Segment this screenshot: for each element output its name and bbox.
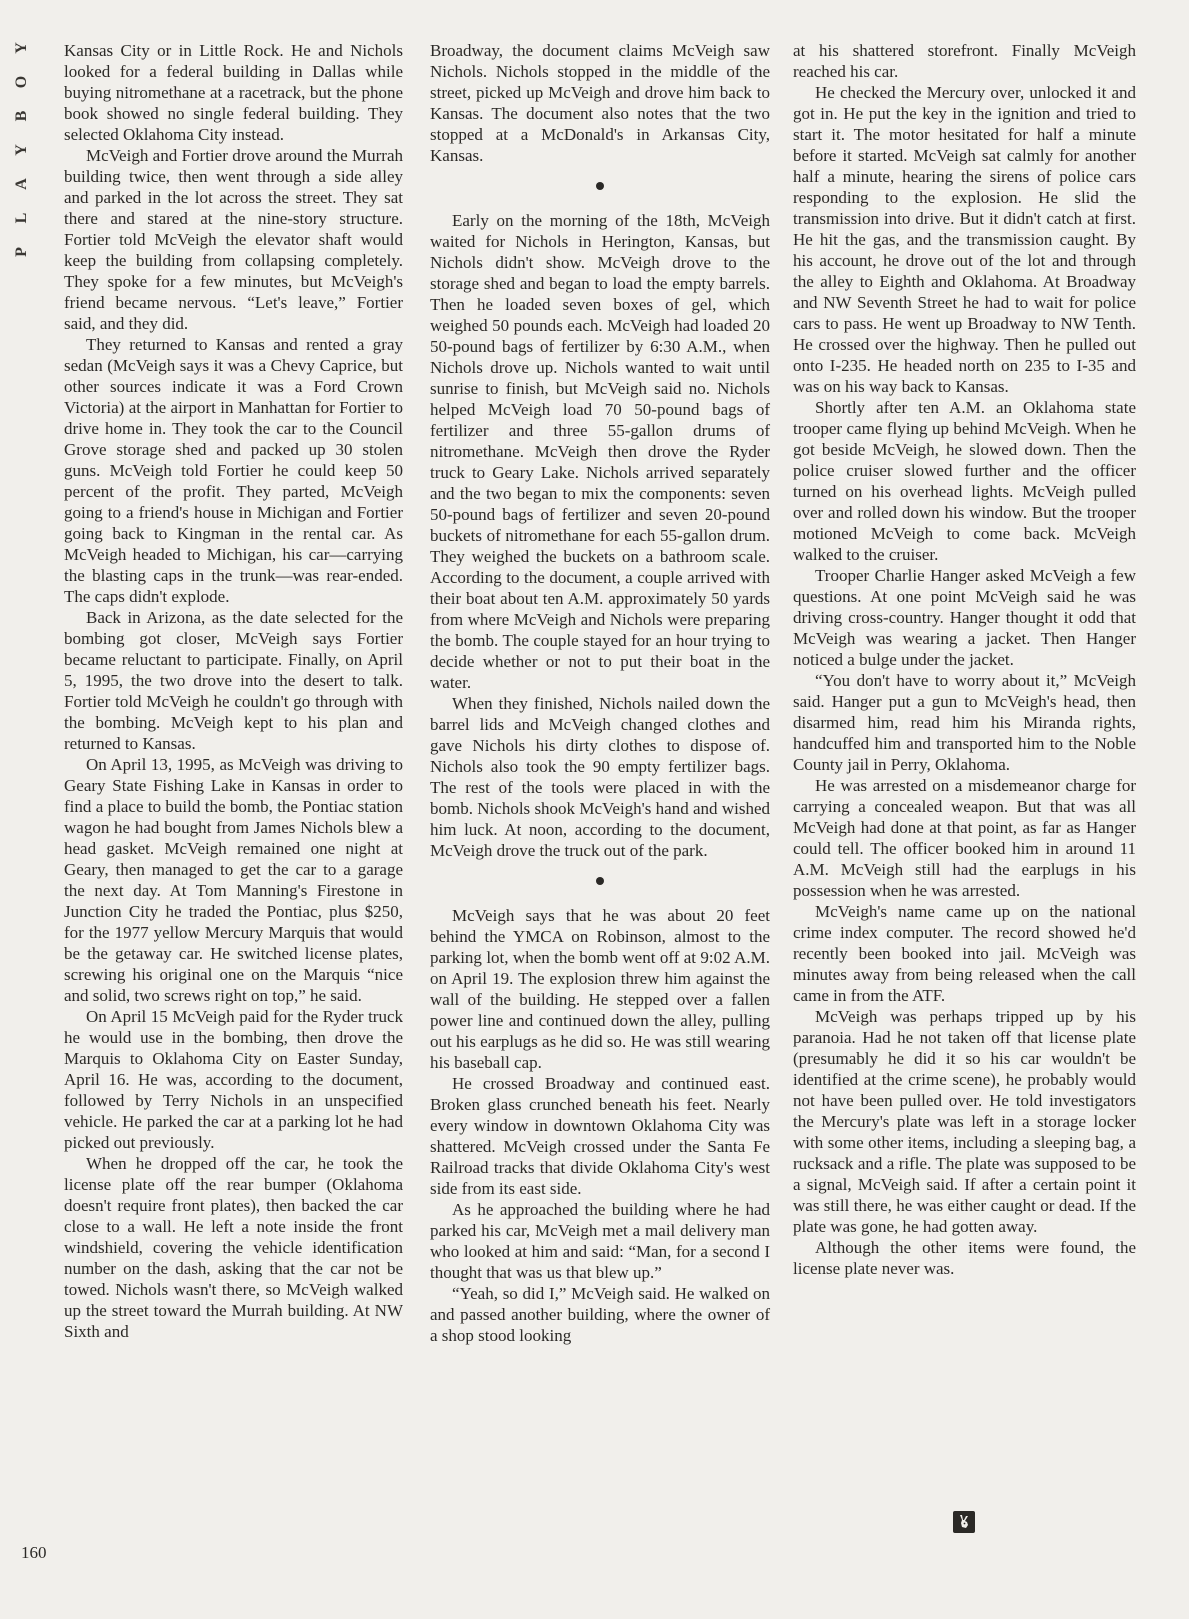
article-paragraph: He crossed Broadway and continued east. Broken glass crunched beneath his feet. Nearly every window in downtown Oklahoma City was shattered. McVeigh crossed under the Santa Fe Railroad tracks that divide Oklahoma City's west side from its east side. <box>430 1074 770 1198</box>
magazine-sidebar-title <box>14 40 38 330</box>
article-paragraph: On April 13, 1995, as McVeigh was driving to Geary State Fishing Lake in Kansas in order to find a place to build the bomb, the Pontiac station wagon he had bought from James Nichols blew a head gasket. McVeigh remained one night at Geary, then managed to get the car to a garage the next day. At Tom Manning's Firestone in Junction City he traded the Pontiac, plus $250, for the 1977 yellow Mercury Marquis that would be the getaway car. He switched license plates, screwing his original one on the Marquis “nice and solid, two screws right on top,” he said. <box>64 755 403 1005</box>
section-break-bullet <box>596 877 604 885</box>
article-paragraph: at his shattered storefront. Finally McVeigh reached his car. <box>793 41 1136 81</box>
article-paragraph: When they finished, Nichols nailed down the barrel lids and McVeigh changed clothes and gave Nichols his dirty clothes to dispose of. Nichols also took the 90 empty fertilizer bags. The rest of the tools were placed in with the bomb. Nichols shook McVeigh's hand and wished him luck. At noon, according to the document, McVeigh drove the truck out of the park. <box>430 694 770 860</box>
article-column-1 <box>64 40 403 1342</box>
article-paragraph: Broadway, the document claims McVeigh saw Nichols. Nichols stopped in the middle of the street, picked up McVeigh and drove him back to Kansas. The document also notes that the two stopped at a McDonald's in Arkansas City, Kansas. <box>430 41 770 165</box>
sidebar-letter: O <box>13 75 30 89</box>
article-paragraph: Early on the morning of the 18th, McVeigh waited for Nichols in Herington, Kansas, but Nichols didn't show. McVeigh drove to the storage shed and began to load the empty barrels. Then he loaded seven boxes of gel, which weighed 50 pounds each. McVeigh had loaded 20 50-pound bags of fertilizer by 6:30 A.M., when Nichols drove up. Nichols wanted to wait until sunrise to finish, but McVeigh said no. Nichols helped McVeigh load 70 50-pound bags of fertilizer and three 55-gallon drums of nitromethane. McVeigh then drove the Ryder truck to Geary Lake. Nichols arrived separately and the two began to mix the components: seven 50-pound bags of fertilizer and seven 20-pound buckets of nitromethane for each 55-gallon drum. They weighed the buckets on a bathroom scale. According to the document, a couple arrived with their boat about ten A.M. approximately 50 yards from where McVeigh and Nichols were preparing the bomb. The couple stayed for an hour trying to decide whether or not to put their boat in the water. <box>430 211 770 692</box>
article-paragraph: He checked the Mercury over, unlocked it and got in. He put the key in the ignition and tried to start it. The motor hesitated for half a minute before it started. McVeigh sat calmly for another half a minute, hearing the sirens of police cars responding to the explosion. He slid the transmission into drive. But it didn't catch at first. He hit the gas, and the transmission caught. By his account, he drove out of the lot and through the alley to Eighth and Oklahoma. At Broadway and NW Seventh Street he had to wait for police cars to pass. He went up Broadway to NW Tenth. He crossed over the highway. Then he pulled out onto I-235. He headed north on 235 to I-35 and was on his way back to Kansas. <box>793 83 1136 396</box>
article-paragraph: They returned to Kansas and rented a gray sedan (McVeigh says it was a Chevy Caprice, but other sources indicate it was a Ford Crown Victoria) at the airport in Manhattan for Fortier to drive home in. They took the car to the Council Grove storage shed and packed up 30 stolen guns. McVeigh told Fortier he could keep 50 percent of the profit. They parted, McVeigh going to a friend's house in Michigan and Fortier going back to Kingman in the rental car. As McVeigh headed to Michigan, his car—carrying the blasting caps in the trunk—was rear-ended. The caps didn't explode. <box>64 335 403 606</box>
article-paragraph: McVeigh's name came up on the national crime index computer. The record showed he'd recently been booked into jail. McVeigh was minutes away from being released when the call came in from the ATF. <box>793 902 1136 1005</box>
article-paragraph: McVeigh says that he was about 20 feet behind the YMCA on Robinson, almost to the parking lot, when the bomb went off at 9:02 A.M. on April 19. The explosion threw him against the wall of the building. He stepped over a fallen power line and continued down the alley, pulling out his earplugs as he did so. He was still wearing his baseball cap. <box>430 906 770 1072</box>
sidebar-letter: Y <box>13 144 30 156</box>
sidebar-letter: A <box>13 178 30 190</box>
article-paragraph: Although the other items were found, the license plate never was. <box>793 1238 1136 1278</box>
article-paragraph: “Yeah, so did I,” McVeigh said. He walked on and passed another building, where the owner of a shop stood looking <box>430 1284 770 1345</box>
sidebar-letter: P <box>13 247 30 257</box>
article-paragraph: McVeigh and Fortier drove around the Murrah building twice, then went through a side alley and parked in the lot across the street. They sat there and stared at the nine-story structure. Fortier told McVeigh the elevator shaft would keep the building from collapsing completely. They spoke for a few minutes, but McVeigh's friend became nervous. “Let's leave,” Fortier said, and they did. <box>64 146 403 333</box>
article-column-3 <box>793 40 1136 1279</box>
article-paragraph: Kansas City or in Little Rock. He and Nichols looked for a federal building in Dallas while buying nitromethane at a racetrack, but the phone book showed no single federal building. They selected Oklahoma City instead. <box>64 41 403 144</box>
article-paragraph: He was arrested on a misdemeanor charge for carrying a concealed weapon. But that was all McVeigh had done at that point, as far as Hanger could tell. The officer booked him in around 11 A.M. McVeigh still had the earplugs in his possession when he was arrested. <box>793 776 1136 900</box>
article-paragraph: Back in Arizona, as the date selected for the bombing got closer, McVeigh says Fortier became reluctant to participate. Finally, on April 5, 1995, the two drove into the desert to talk. Fortier told McVeigh he couldn't go through with the bombing. McVeigh kept to his plan and returned to Kansas. <box>64 608 403 753</box>
article-paragraph: Shortly after ten A.M. an Oklahoma state trooper came flying up behind McVeigh. When he got beside McVeigh, he slowed down. Then the police cruiser slowed further and the officer turned on his overhead lights. McVeigh pulled over and rolled down his window. But the trooper motioned McVeigh to come back. McVeigh walked to the cruiser. <box>793 398 1136 564</box>
article-paragraph: “You don't have to worry about it,” McVeigh said. Hanger put a gun to McVeigh's head, then disarmed him, read him his Miranda rights, handcuffed him and transported him to the Noble County jail in Perry, Oklahoma. <box>793 671 1136 774</box>
section-break-bullet <box>596 182 604 190</box>
article-paragraph: As he approached the building where he had parked his car, McVeigh met a mail delivery man who looked at him and said: “Man, for a second I thought that was us that blew up.” <box>430 1200 770 1282</box>
sidebar-letter: Y <box>13 42 30 54</box>
playboy-bunny-icon <box>953 1511 975 1533</box>
article-paragraph: On April 15 McVeigh paid for the Ryder truck he would use in the bombing, then drove the Marquis to Oklahoma City on Easter Sunday, April 16. He was, according to the document, followed by Terry Nichols in an unspecified vehicle. He parked the car at a parking lot he had picked out previously. <box>64 1007 403 1152</box>
article-paragraph: McVeigh was perhaps tripped up by his paranoia. Had he not taken off that license plate (presumably he did it so his car wouldn't be identified at the crime scene), he probably would not have been pulled over. He told investigators the Mercury's plate was left in a storage locker with some other items, including a sleeping bag, a rucksack and a rifle. The plate was supposed to be a signal, McVeigh said. If after a certain point it was still there, he was either caught or dead. If the plate was gone, he had gotten away. <box>793 1007 1136 1236</box>
article-paragraph: When he dropped off the car, he took the license plate off the rear bumper (Oklahoma doesn't require front plates), then backed the car close to a wall. He left a note inside the front windshield, covering the vehicle identification number on the dash, asking that the car not be towed. Nichols wasn't there, so McVeigh walked up the street toward the Murrah building. At NW Sixth and <box>64 1154 403 1341</box>
sidebar-letter: L <box>13 212 30 224</box>
page-number: 160 <box>21 1543 47 1562</box>
article-paragraph: Trooper Charlie Hanger asked McVeigh a few questions. At one point McVeigh said he was driving cross-country. Hanger thought it odd that McVeigh was wearing a jacket. Then Hanger noticed a bulge under the jacket. <box>793 566 1136 669</box>
sidebar-letter: B <box>13 110 30 122</box>
article-column-2 <box>430 40 770 1346</box>
